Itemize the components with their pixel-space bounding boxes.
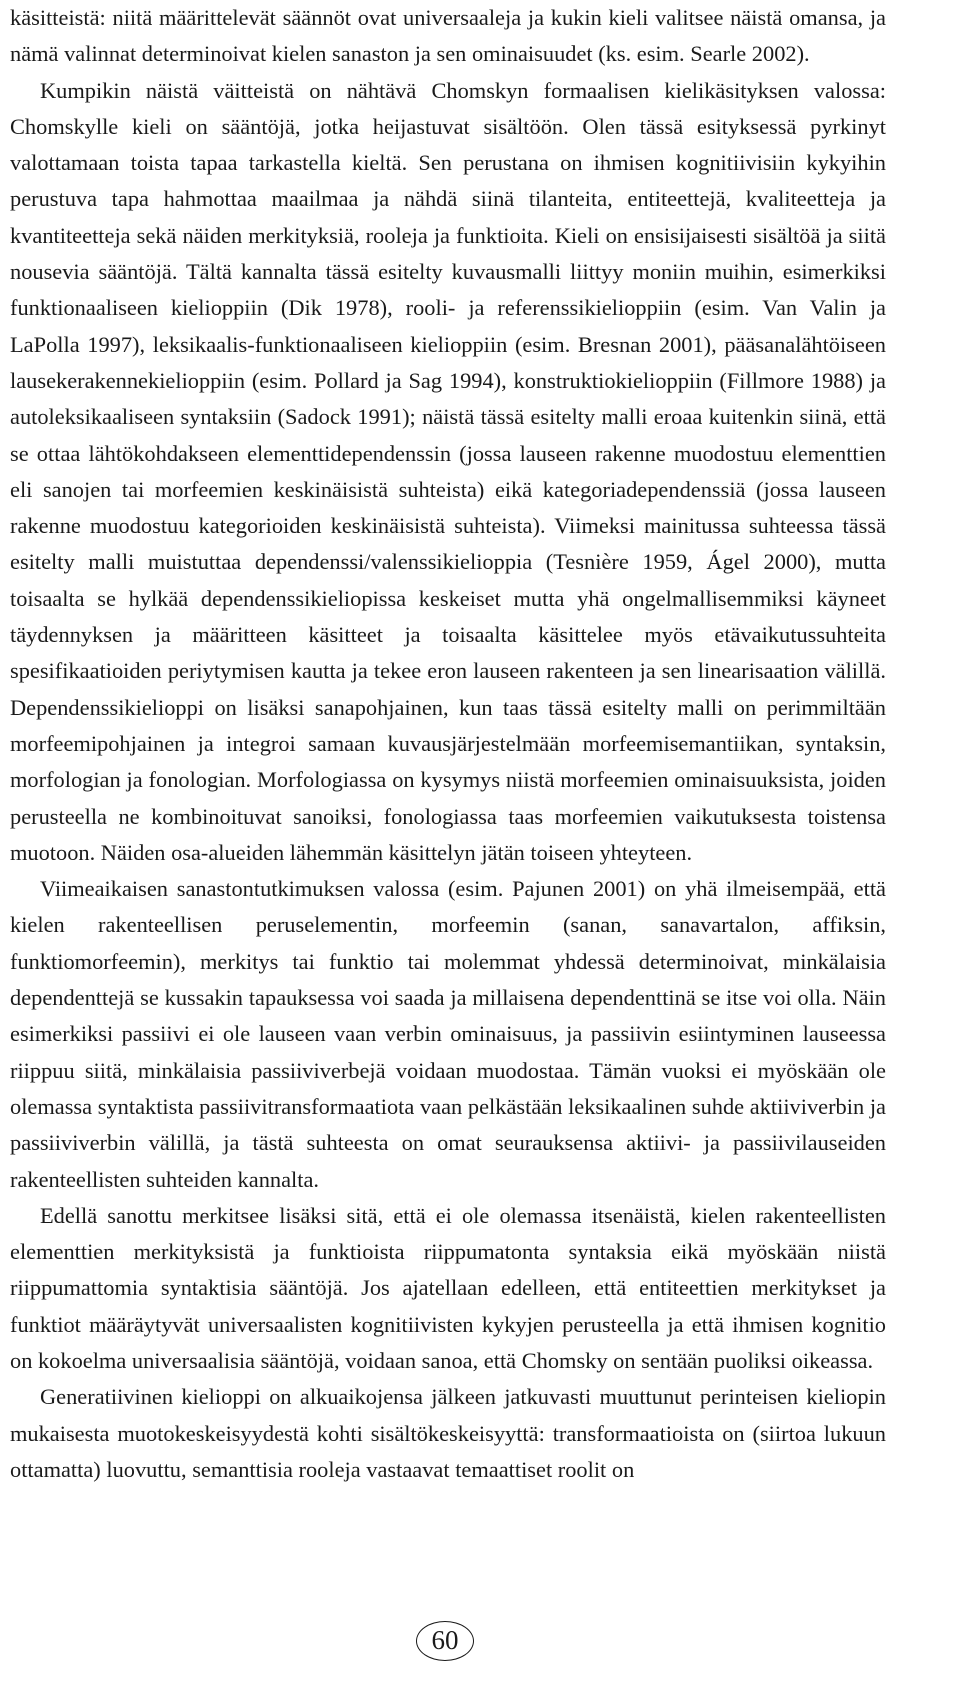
paragraph: Viimeaikaisen sanastontutkimuksen valossa (esim. Pajunen 2001) on yhä ilmeisempää, että kielen rakenteellisen peruselementin, morfeemin (sanan, sanavartalon, affiksin, funktiomorfeemin), merkitys tai funktio tai molemmat yhdessä determinoivat, minkälaisia dependenttejä se kussakin tapauksessa voi saada ja millaisena dependenttinä se itse voi olla. Näin esimerkiksi passiivi ei ole lauseen vaan verbin ominaisuus, ja passiivin esiintyminen lauseessa riippuu siitä, minkälaisia passiiviverbejä voidaan muodostaa. Tämän vuoksi ei myöskään ole olemassa syntaktista passiivitransformaatiota vaan pelkästään leksikaalinen suhde aktiiviverbin ja passiiviverbin välillä, ja tästä suhteesta on omat seurauksensa aktiivi- ja passiivilauseiden rakenteellisten suhteiden kannalta. [10, 876, 886, 1192]
paragraph-continued: käsitteistä: niitä määrittelevät säännöt ovat universaaleja ja kukin kieli valitsee näistä omansa, ja nämä valinnat determinoivat kielen sanaston ja sen ominaisuudet (ks. esim. Searle 2002). [10, 5, 886, 67]
paragraph: Kumpikin näistä väitteistä on nähtävä Chomskyn formaalisen kielikäsityksen valossa: Chomskylle kieli on sääntöjä, jotka heijastuvat sisältöön. Olen tässä esityksessä pyrkinyt valottamaan toista tapaa tarkastella kieltä. Sen perustana on ihmisen kognitiivisiin kykyihin perustuva tapa hahmottaa maailmaa ja nähdä siinä tilanteita, entiteettejä, kvaliteetteja ja kvantiteetteja sekä näiden merkityksiä, rooleja ja funktioita. Kieli on ensisijaisesti sisältöä ja siitä nousevia sääntöjä. Tältä kannalta tässä esitelty kuvausmalli liittyy moniin muihin, esimerkiksi funktionaaliseen kielioppiin (Dik 1978), rooli- ja referenssikielioppiin (esim. Van Valin ja LaPolla 1997), leksikaalis-funktionaaliseen kielioppiin (esim. Bresnan 2001), pääsanalähtöiseen lausekerakennekielioppiin (esim. Pollard ja Sag 1994), konstruktiokielioppiin (Fillmore 1988) ja autoleksikaaliseen syntaksiin (Sadock 1991); näistä tässä esitelty malli eroaa kuitenkin siinä, että se ottaa lähtökohdakseen elementtidependenssin (jossa lauseen rakenne muodostuu elementtien eli sanojen tai morfeemien keskinäisistä suhteista) eikä kategoriadependenssiä (jossa lauseen rakenne muodostuu kategorioiden keskinäisistä suhteista). Viimeksi mainitussa suhteessa tässä esitelty malli muistuttaa dependenssi/valenssikielioppia (Tesnière 1959, Ágel 2000), mutta toisaalta se hylkää dependenssikieliopissa keskeiset mutta yhä ongelmallisemmiksi käyneet täydennyksen ja määritteen käsitteet ja toisaalta käsittelee myös etävaikutussuhteita spesifikaatioiden periytymisen kautta ja tekee eron lauseen rakenteen ja sen linearisaation välillä. Dependenssikielioppi on lisäksi sanapohjainen, kun taas tässä esitelty malli on perimmiltään morfeemipohjainen ja integroi samaan kuvausjärjestelmään morfeemisemantiikan, syntaksin, morfologian ja fonologian. Morfologiassa on kysymys niistä morfeemien ominaisuuksista, joiden perusteella ne kombinoituvat sanoiksi, fonologiassa taas morfeemien vaikutuksesta toistensa muotoon. Näiden osa-alueiden lähemmän käsittelyn jätän toiseen yhteyteen. [10, 77, 886, 865]
page-number: 60 [416, 1621, 474, 1661]
document-page [10, 0, 886, 1488]
paragraph: Edellä sanottu merkitsee lisäksi sitä, että ei ole olemassa itsenäistä, kielen rakenteellisten elementtien merkityksistä ja funktioista riippumatonta syntaksia eikä myöskään niistä riippumattomia syntaktisia sääntöjä. Jos ajatellaan edelleen, että entiteettien merkitykset ja funktiot määräytyvät universaalisten kognitiivisten kykyjen perusteella ja että ihmisen kognitio on kokoelma universaalisia sääntöjä, voidaan sanoa, että Chomsky on sentään puoliksi oikeassa. [10, 1202, 886, 1373]
paragraph: Generatiivinen kielioppi on alkuaikojensa jälkeen jatkuvasti muuttunut perinteisen kieliopin mukaisesta muotokeskeisyydestä kohti sisältökeskeisyyttä: transformaatioista on (siirtoa lukuun ottamatta) luovuttu, semanttisia rooleja vastaavat temaattiset roolit on [10, 1384, 886, 1482]
